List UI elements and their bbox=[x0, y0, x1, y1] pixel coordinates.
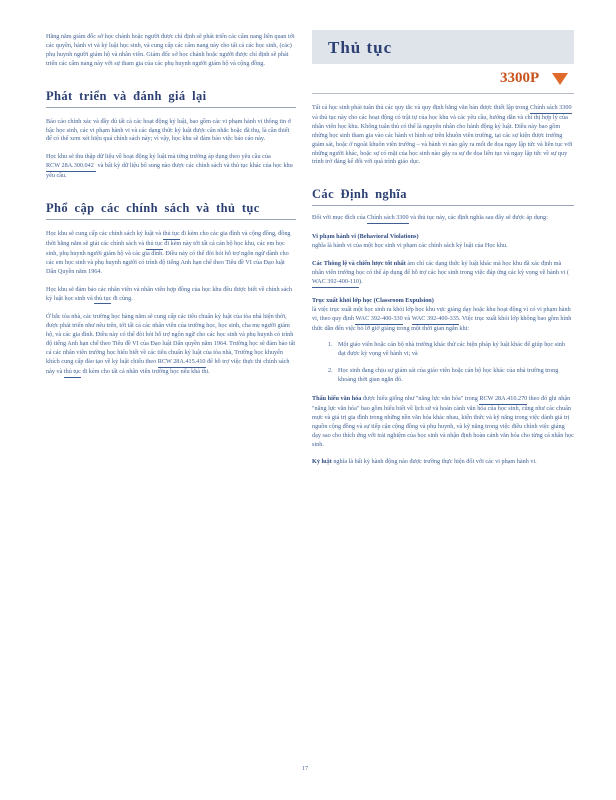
definition-best-practices: Các Thông lệ và chiến lược tốt nhất ám chỉ các dạng thức kỷ luật khác mà học khu đã xác định mà nhân viên trường học có thể áp dụng để hỗ trợ các học sinh trong việc đáp ứng các kỳ vọng về hành vi ( WAC 392-400-110). bbox=[312, 260, 574, 288]
policy-link[interactable]: Chính sách 3300 bbox=[530, 104, 572, 114]
policy-link[interactable]: Chính sách 3300 bbox=[367, 214, 409, 224]
definition-classroom-expulsion: Trục xuất khỏi lớp học (Classroom Expulsion) là việc trục xuất một học sinh ra khỏi lớp học khu vực giảng dạy hoặc khu hoạt động vì có vi phạm hành vi, theo quy định WAC 392-400-330 và WAC 392-400-335. Việc trục xuất khỏi lớp không bao gồm hình thức dẫn đến việc bỏ lỡ giờ giảng trong một thời gian ngắn khi: bbox=[312, 296, 572, 332]
policy-code: 3300P bbox=[500, 70, 540, 86]
heading-rule bbox=[46, 107, 296, 108]
page-number: 17 bbox=[302, 766, 308, 772]
section-heading-development: Phát triển và đánh giá lại bbox=[46, 88, 207, 103]
definition-discipline: Kỷ luật nghĩa là bất kỳ hành động nào được trường thực hiện đối với các vi phạm hành vi. bbox=[312, 458, 537, 466]
wac-link[interactable]: WAC 392-400-110 bbox=[312, 278, 359, 288]
section-heading-definitions: Các Định nghĩa bbox=[312, 187, 407, 202]
development-paragraph-1: Báo cáo chính xác và đầy đủ tất cả các hoạt động kỷ luật, bao gồm các vi phạm hành vi thông tin ở bậc học sinh, các vi phạm hành vi và các dạng thức kỷ luật được cân nhắc hoặc đã thụ, là cần thiết để có thể xem xét hiệu quả chính sách này; vì vậy, học khu sẽ đảm bảo việc báo cáo này. bbox=[46, 117, 291, 143]
term: Trục xuất khỏi lớp học (Classroom Expulsion) bbox=[312, 296, 434, 304]
definition-behavioral-violations: Vi phạm hành vi (Behavioral Violations) nghĩa là hành vi của một học sinh vi phạm các chính sách kỷ luật của Học khu. bbox=[312, 233, 508, 250]
development-paragraph-2: Học khu sẽ thu thập dữ liệu về hoạt động kỷ luật mà từng trường áp dụng theo yêu cầu của RCW 28A.300.042 và bất kỳ dữ liệu bổ sung nào được các chính sách và thủ tục khác của học khu yêu cầu. bbox=[46, 153, 293, 180]
term: Thấu hiểu văn hóa bbox=[312, 395, 362, 403]
heading-rule bbox=[312, 205, 574, 206]
term: Các Thông lệ và chiến lược tốt nhất bbox=[312, 260, 406, 268]
term: Kỷ luật bbox=[312, 458, 332, 466]
left-column bbox=[46, 0, 296, 378]
expulsion-exception-list bbox=[312, 341, 574, 385]
heading-rule bbox=[46, 219, 296, 220]
share-paragraph-1: Học khu sẽ cung cấp các chính sách kỷ luật và thủ tục đi kèm cho các gia đình và cộng đồng, đồng thời hằng năm sẽ giải các chính sách và thủ tục đi kèm này tới tất cả cán bộ học khu, các em học sinh, phụ huynh người giám hộ và các gia đình. Điều này có thể đòi hỏi hỗ trợ ngôn ngữ dành cho các em học sinh và phụ huynh người có trình độ tiếng Anh hạn chế theo Tiêu đề VI của Đạo luật Dân Quyền năm 1964. bbox=[46, 230, 291, 275]
share-paragraph-3: Ở bắc tòa nhà, các trường học hàng năm sẽ cung cấp các tiêu chuẩn kỷ luật của tòa nhà hiện thời, được phát triển như nêu trên, tới tất cả các nhân viên của trường học, học sinh, cha mẹ người giám hộ, và các gia đình. Điều này có thể đòi hỏi hỗ trợ ngôn ngữ cho các học sinh và phụ huynh có trình độ tiếng Anh hạn chế theo Tiêu đề VI của Đạo luật Dân quyền năm 1964. Trường học sẽ đảm bảo tất cả các nhân viên trường học hiểu biết về các tiêu chuẩn kỷ luật của tòa nhà, Trường học khuyến khích cung cấp đào tạo về kỷ luật chiếu theo RCW 28A.415.410 để hỗ trợ việc thực thi chính sách này và thủ tục đi kèm cho tất cả nhân viên trường học nếu khả thi. bbox=[46, 313, 296, 377]
procedure-link[interactable]: thủ tục bbox=[146, 240, 163, 250]
code-rule bbox=[312, 93, 574, 94]
intro-paragraph: Hằng năm giám đốc sở học chánh hoặc người được chỉ định sẽ phát triển các cẩm nang liên quan tới các quyền, hành vi và kỷ luật học sinh, và cung cấp các cẩm nang này cho tất cả các học sinh, (các) phụ huynh người giám hộ và nhân viên. Giám đốc sở học chánh hoặc người được chỉ định sẽ phát triển các cẩm nang này với sự tham gia của các phụ huynh người giám hộ và cộng đồng. bbox=[46, 33, 295, 67]
procedure-link[interactable]: thủ tục bbox=[163, 230, 180, 240]
procedure-title: Thủ tục bbox=[328, 38, 393, 57]
procedure-title-box bbox=[312, 30, 574, 64]
rcw-link[interactable]: RCW 28A.415.410 bbox=[158, 358, 206, 368]
triangle-marker-icon bbox=[552, 73, 568, 85]
right-column bbox=[312, 104, 574, 467]
procedure-link[interactable]: thủ tục bbox=[64, 368, 81, 378]
wac-link[interactable]: WAC 392-400-335 bbox=[412, 315, 459, 325]
rcw-link[interactable]: RCW 28A.410.270 bbox=[479, 395, 527, 405]
term: Vi phạm hành vi (Behavioral Violations) bbox=[312, 233, 419, 241]
procedure-intro: Tất cả học sinh phải tuân thủ các quy tắc và quy định bằng văn bản được thiết lập trong Chính sách 3300 và thủ tục này cho các hoạt động có trật tự của học khu và các yêu cầu, hướng dẫn và chỉ thị hợp lý của nhân viên học khu. Không tuân thủ có thể là nguyên nhân cho hành động kỷ luật. Điều này bao gồm những học sinh tham gia vào các hành vi hình sự trên khuôn viên trường, tại các sự kiện được trường giám sát, hoặc ở ngoài khuôn viên trường – và hành vi nào gây ra mối đe dọa ngay lập tức và liên tục với những người khác, hoặc sự có mặt của học sinh nào gây ra sự đe dọa liên tục và ngay lập tức về sự quy trình trở đáng kể đối với quá trình giáo dục. bbox=[312, 104, 573, 166]
rcw-link[interactable]: RCW 28A.300.042 bbox=[46, 162, 96, 172]
definition-cultural-competence: Thấu hiểu văn hóa được hiểu giống như "năng lực văn hóa" trong RCW 28A.410.270 theo đó ghi nhận "năng lực văn hóa" bao gồm hiểu biết về lịch sử và hoàn cảnh văn hóa của học sinh, cũng như các chuẩn mực và giá trị gia đình trong những nền văn hóa khác nhau, kiến thức và kỹ năng trong việc dành giá trị nguồn cộng đồng và sự tiếp cận cộng đồng và phụ huynh, và kỹ năng trong việc điều chỉnh việc giảng dạy sao cho thích ứng với trải nghiệm của học sinh và nhận định hoàn cảnh văn hóa cho từng cá nhân học sinh. bbox=[312, 395, 574, 448]
section-heading-share: Phổ cập các chính sách và thủ tục bbox=[46, 201, 260, 216]
wac-link[interactable]: WAC 392-400-330 bbox=[355, 315, 402, 325]
list-item: 1. Một giáo viên hoặc cán bộ nhà trường khác thử các biện pháp kỷ luật khác để giúp học sinh đạt được kỳ vọng về hành vi; và bbox=[328, 341, 565, 358]
share-paragraph-2: Học khu sẽ đảm bảo các nhân viên và nhân viên hợp đồng của học khu đều được biết về chính sách kỷ luật học sinh và thủ tục đi cùng. bbox=[46, 286, 296, 305]
list-item: 2. Học sinh đang chịu sự giám sát của giáo viên hoặc cán bộ học khác của nhà trường trong khoảng thời gian ngắn đó. bbox=[328, 367, 559, 384]
definitions-intro: Đối với mục đích của Chính sách 3300 và thủ tục này, các định nghĩa sau đây sẽ được áp dụng: bbox=[312, 214, 574, 224]
procedure-link[interactable]: thủ tục bbox=[94, 295, 111, 305]
